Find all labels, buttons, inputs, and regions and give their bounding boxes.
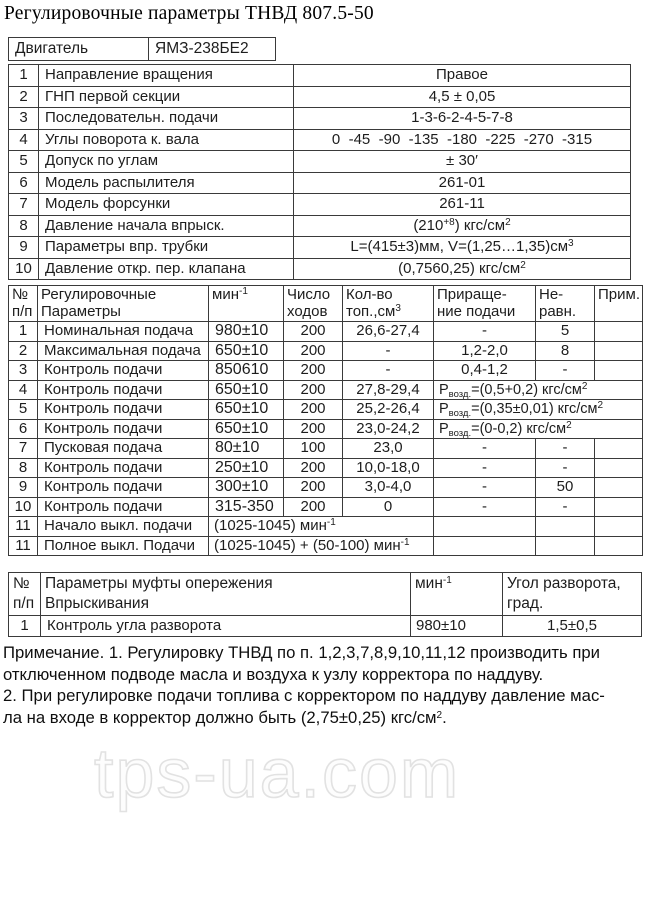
table-row xyxy=(9,258,631,280)
note-cell xyxy=(595,439,643,459)
row-number-cell: 9 xyxy=(9,237,39,259)
row-number-cell: 4 xyxy=(9,129,39,151)
coupler-params-table xyxy=(8,572,642,637)
param-label-cell: Давление откр. пер. клапана xyxy=(39,258,294,280)
param-label-cell: Контроль угла разворота xyxy=(41,616,411,637)
unevenness-cell: 8 xyxy=(536,341,595,361)
row-number-cell: 3 xyxy=(9,108,39,130)
param-label-cell: Контроль подачи xyxy=(38,419,209,439)
param-value-cell: L=(415±3)мм, $V=(1,25\dots 1,35)см^3$ xyxy=(294,237,631,259)
param-value-cell: 261-01 xyxy=(294,172,631,194)
table-header-row xyxy=(9,286,643,322)
note-cell xyxy=(595,478,643,498)
param-label-cell: Контроль подачи xyxy=(38,458,209,478)
rpm-cell: 850610 xyxy=(209,361,284,381)
unevenness-cell xyxy=(536,517,595,537)
increment-cell: - xyxy=(434,478,536,498)
note-line: отключенном подводе масла и воздуха к узлу корректора по наддуву. xyxy=(3,664,544,684)
increment-cell: - xyxy=(434,439,536,459)
fuel-cell: 23,0-24,2 xyxy=(343,419,434,439)
param-value-cell: 4,5 ± 0,05 xyxy=(294,86,631,108)
fuel-cell: 10,0-18,0 xyxy=(343,458,434,478)
param-value-cell: 261-11 xyxy=(294,194,631,216)
strokes-cell: 100 xyxy=(284,439,343,459)
param-label-cell: Модель форсунки xyxy=(39,194,294,216)
table-row xyxy=(9,322,643,342)
unevenness-cell: - xyxy=(536,458,595,478)
strokes-cell: 200 xyxy=(284,400,343,420)
table-header-row xyxy=(9,573,642,616)
increment-cell: 0,4-1,2 xyxy=(434,361,536,381)
angle-cell: 1,5±0,5 xyxy=(503,616,642,637)
row-number-cell: 2 xyxy=(9,86,39,108)
row-number-cell: 4 xyxy=(9,380,38,400)
unevenness-cell: - xyxy=(536,361,595,381)
row-number-cell: 3 xyxy=(9,361,38,381)
row-number-cell: 2 xyxy=(9,341,38,361)
row-number-cell: 5 xyxy=(9,151,39,173)
increment-cell: - xyxy=(434,322,536,342)
table-row xyxy=(9,458,643,478)
param-label-cell: Допуск по углам xyxy=(39,151,294,173)
air-pressure-cell: $Р_{возд.}=(0,5+0,2)$ кгс/$см^2$ xyxy=(434,380,643,400)
column-header-fuel: Кол-во $топ.,см^3$ xyxy=(343,286,434,322)
row-number-cell: 1 xyxy=(9,322,38,342)
row-number-cell: 9 xyxy=(9,478,38,498)
table-row xyxy=(9,497,643,517)
watermark: tps-ua.com xyxy=(94,734,461,812)
rpm-cell: 980±10 xyxy=(209,322,284,342)
strokes-cell: 200 xyxy=(284,497,343,517)
table-row xyxy=(9,419,643,439)
fuel-cell: 26,6-27,4 xyxy=(343,322,434,342)
adjust-params-table xyxy=(8,285,643,556)
param-label-cell: Контроль подачи xyxy=(38,497,209,517)
row-number-cell: 11 xyxy=(9,517,38,537)
column-header-angle: Угол разворота, град. xyxy=(503,573,642,616)
increment-cell: - xyxy=(434,458,536,478)
unevenness-cell: 5 xyxy=(536,322,595,342)
table-row xyxy=(9,341,643,361)
table-row xyxy=(9,108,631,130)
row-number-cell: 5 xyxy=(9,400,38,420)
table-row xyxy=(9,172,631,194)
column-header-num: № п/п xyxy=(9,573,41,616)
note-cell xyxy=(595,361,643,381)
strokes-cell: 200 xyxy=(284,361,343,381)
air-pressure-cell: $Р_{возд.}=(0-0,2)$ кгс/$см^2$ xyxy=(434,419,643,439)
param-label-cell: Последовательн. подачи xyxy=(39,108,294,130)
table-row xyxy=(9,38,276,61)
engine-label-cell: Двигатель xyxy=(9,38,149,61)
fuel-cell: 25,2-26,4 xyxy=(343,400,434,420)
table-row xyxy=(9,361,643,381)
row-number-cell: 6 xyxy=(9,172,39,194)
param-label-cell: Параметры впр. трубки xyxy=(39,237,294,259)
general-params-table xyxy=(8,64,631,280)
increment-cell xyxy=(434,517,536,537)
table-row xyxy=(9,151,631,173)
row-number-cell: 8 xyxy=(9,458,38,478)
note-line: 2. При регулировке подачи топлива с корректором по наддуву давление мас- xyxy=(3,686,605,705)
fuel-cell: 23,0 xyxy=(343,439,434,459)
note-cell xyxy=(595,322,643,342)
param-label-cell: Начало выкл. подачи xyxy=(38,517,209,537)
table-row xyxy=(9,439,643,459)
unevenness-cell: 50 xyxy=(536,478,595,498)
table-row xyxy=(9,380,643,400)
fuel-cell: 27,8-29,4 xyxy=(343,380,434,400)
table-row xyxy=(9,215,631,237)
table-row xyxy=(9,616,642,637)
param-value-cell: ± 30′ xyxy=(294,151,631,173)
table-row xyxy=(9,536,643,556)
param-label-cell: Контроль подачи xyxy=(38,478,209,498)
param-label-cell: Максимальная подача xyxy=(38,341,209,361)
table-row xyxy=(9,237,631,259)
table-row xyxy=(9,65,631,87)
rpm-cell: 300±10 xyxy=(209,478,284,498)
param-value-cell: $(210^{+8})$ кгс/$см^2$ xyxy=(294,215,631,237)
param-label-cell: Номинальная подача xyxy=(38,322,209,342)
rpm-cell: 80±10 xyxy=(209,439,284,459)
column-header-param: Параметры муфты опережения Впрыскивания xyxy=(41,573,411,616)
unevenness-cell xyxy=(536,536,595,556)
param-label-cell: Углы поворота к. вала xyxy=(39,129,294,151)
param-label-cell: Пусковая подача xyxy=(38,439,209,459)
engine-table xyxy=(8,37,276,61)
air-pressure-cell: $Р_{возд.}=(0,35\pm 0,01)$ кгс/$см^2$ xyxy=(434,400,643,420)
strokes-cell: 200 xyxy=(284,322,343,342)
unevenness-cell: - xyxy=(536,439,595,459)
column-header-rpm: мин$^{-1}$ xyxy=(411,573,503,616)
table-row xyxy=(9,400,643,420)
strokes-cell: 200 xyxy=(284,380,343,400)
rpm-cell: 650±10 xyxy=(209,400,284,420)
rpm-cell: 315-350 xyxy=(209,497,284,517)
strokes-cell: 200 xyxy=(284,478,343,498)
strokes-cell: 200 xyxy=(284,458,343,478)
row-number-cell: 11 xyxy=(9,536,38,556)
table-row xyxy=(9,86,631,108)
param-label-cell: Контроль подачи xyxy=(38,400,209,420)
row-number-cell: 1 xyxy=(9,65,39,87)
note-cell xyxy=(595,517,643,537)
doc-title: Регулировочные параметры ТНВД 807.5-50 xyxy=(4,3,374,24)
shutoff-value-cell: (1025-1045) мин$^{-1}$ xyxy=(209,517,434,537)
rpm-cell: 650±10 xyxy=(209,380,284,400)
strokes-cell: 200 xyxy=(284,419,343,439)
increment-cell: - xyxy=(434,497,536,517)
row-number-cell: 7 xyxy=(9,439,38,459)
note-line: ла на входе в корректор должно быть (2,75±0,25) кгс/$см^2$. xyxy=(3,707,447,727)
fuel-cell: 0 xyxy=(343,497,434,517)
strokes-cell: 200 xyxy=(284,341,343,361)
column-header-increment: Прираще- ние подачи xyxy=(434,286,536,322)
param-label-cell: ГНП первой секции xyxy=(39,86,294,108)
column-header-unevenness: Не- равн. xyxy=(536,286,595,322)
note-cell xyxy=(595,341,643,361)
fuel-cell: - xyxy=(343,341,434,361)
rpm-cell: 250±10 xyxy=(209,458,284,478)
param-label-cell: Давление начала впрыск. xyxy=(39,215,294,237)
fuel-cell: - xyxy=(343,361,434,381)
param-value-cell: 1-3-6-2-4-5-7-8 xyxy=(294,108,631,130)
row-number-cell: 7 xyxy=(9,194,39,216)
fuel-cell: 3,0-4,0 xyxy=(343,478,434,498)
column-header-num: № п/п xyxy=(9,286,38,322)
param-value-cell: Правое xyxy=(294,65,631,87)
increment-cell: 1,2-2,0 xyxy=(434,341,536,361)
row-number-cell: 10 xyxy=(9,258,39,280)
column-header-note: Прим. xyxy=(595,286,643,322)
param-label-cell: Направление вращения xyxy=(39,65,294,87)
row-number-cell: 10 xyxy=(9,497,38,517)
note-cell xyxy=(595,497,643,517)
column-header-strokes: Число ходов xyxy=(284,286,343,322)
param-value-cell: 0 -45 -90 -135 -180 -225 -270 -315 xyxy=(294,129,631,151)
notes xyxy=(3,642,645,728)
table-row xyxy=(9,478,643,498)
table-row xyxy=(9,129,631,151)
column-header-rpm: мин$^{-1}$ xyxy=(209,286,284,322)
rpm-cell: 650±10 xyxy=(209,341,284,361)
param-label-cell: Контроль подачи xyxy=(38,361,209,381)
row-number-cell: 1 xyxy=(9,616,41,637)
engine-value-cell: ЯМЗ-238БЕ2 xyxy=(149,38,276,61)
table-row xyxy=(9,194,631,216)
shutoff-value-cell: (1025-1045) + (50-100) мин$^{-1}$ xyxy=(209,536,434,556)
table-row xyxy=(9,517,643,537)
row-number-cell: 8 xyxy=(9,215,39,237)
note-cell xyxy=(595,536,643,556)
unevenness-cell: - xyxy=(536,497,595,517)
rpm-cell: 980±10 xyxy=(411,616,503,637)
param-label-cell: Модель распылителя xyxy=(39,172,294,194)
rpm-cell: 650±10 xyxy=(209,419,284,439)
note-line: Примечание. 1. Регулировку ТНВД по п. 1,2,3,7,8,9,10,11,12 производить при xyxy=(3,643,601,662)
note-cell xyxy=(595,458,643,478)
column-header-param: Регулировочные Параметры xyxy=(38,286,209,322)
param-label-cell: Контроль подачи xyxy=(38,380,209,400)
param-label-cell: Полное выкл. Подачи xyxy=(38,536,209,556)
param-value-cell: (0,7560,25) кгс/$см^2$ xyxy=(294,258,631,280)
row-number-cell: 6 xyxy=(9,419,38,439)
increment-cell xyxy=(434,536,536,556)
